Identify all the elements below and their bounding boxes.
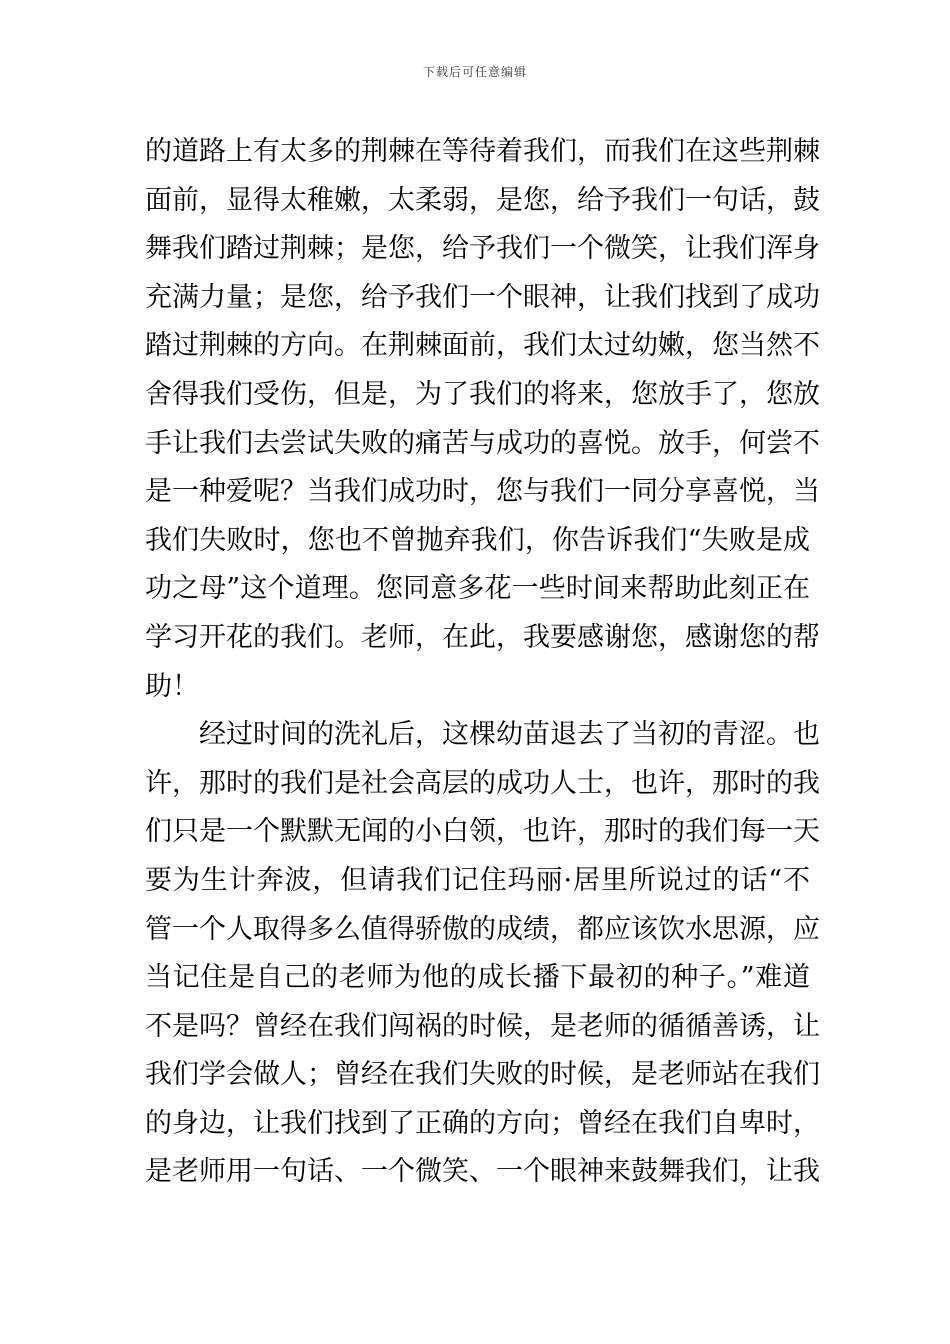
text-line: 是老师用一句话、一个微笑、一个眼神来鼓舞我们，让我 <box>145 1156 820 1188</box>
text-line: 学习开花的我们。老师，在此，我要感谢您，感谢您的帮 <box>145 621 820 653</box>
paragraph <box>145 711 820 1197</box>
text-line: 不是吗？曾经在我们闯祸的时候，是老师的循循善诱，让 <box>145 1010 820 1042</box>
text-line: 经过时间的洗礼后，这棵幼苗退去了当初的青涩。也 <box>199 719 820 751</box>
text-line: 们只是一个默默无闻的小白领，也许，那时的我们每一天 <box>145 816 820 848</box>
text-line: 我们失败时，您也不曾抛弃我们，你告诉我们“失败是成 <box>145 524 810 556</box>
text-line: 当记住是自己的老师为他的成长播下最初的种子。”难道 <box>145 962 810 994</box>
text-line: 充满力量；是您，给予我们一个眼神，让我们找到了成功 <box>145 281 820 313</box>
text-line: 管一个人取得多么值得骄傲的成绩，都应该饮水思源，应 <box>145 913 820 945</box>
paragraph <box>145 128 820 711</box>
text-line: 舞我们踏过荆棘；是您，给予我们一个微笑，让我们浑身 <box>145 233 820 265</box>
text-line: 要为生计奔波，但请我们记住玛丽·居里所说过的话“不 <box>145 864 810 896</box>
text-line: 的身边，让我们找到了正确的方向；曾经在我们自卑时， <box>145 1107 820 1139</box>
text-line: 助！ <box>145 670 199 702</box>
text-line: 舍得我们受伤，但是，为了我们的将来，您放手了，您放 <box>145 378 820 410</box>
text-line: 功之母”这个道理。您同意多花一些时间来帮助此刻正在 <box>145 573 810 605</box>
page-header: 下载后可任意编辑 <box>422 65 527 79</box>
text-line: 面前，显得太稚嫩，太柔弱，是您，给予我们一句话，鼓 <box>145 184 820 216</box>
text-line: 我们学会做人；曾经在我们失败的时候，是老师站在我们 <box>145 1059 820 1091</box>
text-line: 的道路上有太多的荆棘在等待着我们，而我们在这些荆棘 <box>145 136 820 167</box>
text-line: 是一种爱呢？当我们成功时，您与我们一同分享喜悦，当 <box>145 476 820 508</box>
text-line: 手让我们去尝试失败的痛苦与成功的喜悦。放手，何尝不 <box>145 427 820 459</box>
body-text <box>145 128 820 1197</box>
text-line: 许，那时的我们是社会高层的成功人士，也许，那时的我 <box>145 767 820 799</box>
text-line: 踏过荆棘的方向。在荆棘面前，我们太过幼嫩，您当然不 <box>145 330 820 362</box>
